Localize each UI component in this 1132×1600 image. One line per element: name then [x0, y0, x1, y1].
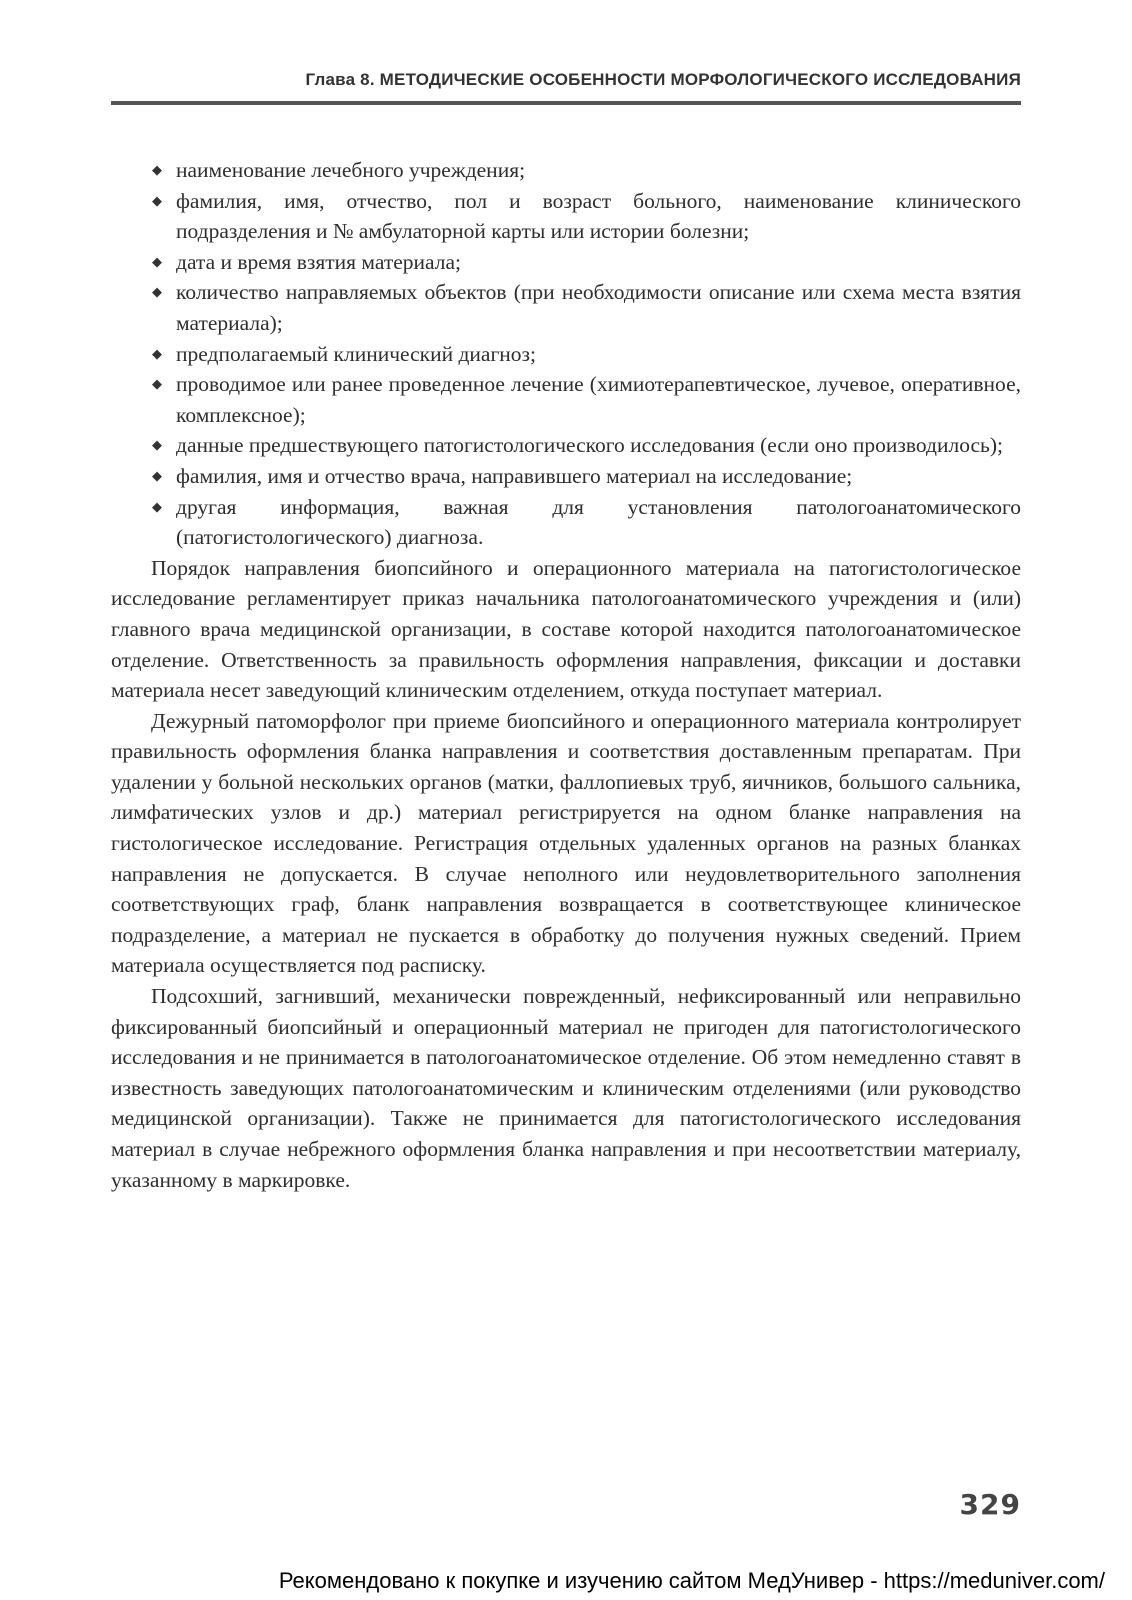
diamond-bullet-icon: ◆	[152, 498, 162, 514]
list-item	[111, 277, 1021, 338]
list-item-text: количество направляемых объектов (при необходимости описание или схема места взятия материала);	[176, 280, 1021, 335]
requirements-list	[111, 155, 1021, 553]
diamond-bullet-icon: ◆	[152, 437, 162, 453]
list-item-text: другая информация, важная для установления патологоанатомического (патогистологического) диагноза.	[176, 494, 1021, 550]
list-item-text: данные предшествующего патогистологического исследования (если оно производилось);	[176, 433, 1003, 458]
list-item-text: дата и время взятия материала;	[176, 249, 462, 274]
footer-note: Рекомендовано к покупке и изучению сайтом МедУнивер - https://meduniver.com/	[278, 1568, 1105, 1593]
diamond-bullet-icon: ◆	[152, 253, 162, 269]
chapter-header: Глава 8. МЕТОДИЧЕСКИЕ ОСОБЕННОСТИ МОРФОЛОГИЧЕСКОГО ИССЛЕДОВАНИЯ	[305, 70, 1021, 89]
diamond-bullet-icon: ◆	[152, 376, 162, 392]
list-item	[111, 492, 1021, 553]
list-item-text: проводимое или ранее проведенное лечение (химиотерапевтическое, лучевое, оперативное, комплексное);	[176, 372, 1021, 427]
diamond-bullet-icon: ◆	[152, 467, 162, 483]
list-item	[111, 369, 1021, 430]
page-body	[111, 155, 1021, 1195]
list-item	[111, 247, 1021, 278]
paragraph-rejection: Подсохший, загнивший, механически поврежденный, нефиксированный или неправильно фиксированный биопсийный и операционный материал не пригоден для патогистологического исследования и не принимается в патологоанатомическое отделение. Об этом немедленно ставят в известность заведующих патологоанатомическим и клиническим отделениями (или руководство медицинской организации). Также не принимается для патогистологического исследования материал в случае небрежного оформления бланка направления и при несоответствии материалу, указанному в маркировке.	[111, 984, 1021, 1192]
diamond-bullet-icon: ◆	[152, 345, 162, 361]
paragraph-procedure: Порядок направления биопсийного и операционного материала на патогистологическое исследование регламентирует приказ начальника патологоанатомического учреждения и (или) главного врача медицинской организации, в составе которой находится патологоанатомическое отделение. Ответственность за правильность оформления направления, фиксации и доставки материала несет заведующий клиническим отделением, откуда поступает материал.	[111, 555, 1021, 703]
list-item	[111, 186, 1021, 247]
list-item	[111, 430, 1021, 461]
diamond-bullet-icon: ◆	[152, 284, 162, 300]
paragraph-duty-pathologist: Дежурный патоморфолог при приеме биопсийного и операционного материала контролирует правильность оформления бланка направления и соответствия доставленным препаратам. При удалении у больной нескольких органов (матки, фаллопиевых труб, яичников, большого сальника, лимфатических узлов и др.) материал регистрируется на одном бланке направления на гистологическое исследование. Регистрация отдельных удаленных органов на разных бланках направления не допускается. В случае неполного или неудовлетворительного заполнения соответствующих граф, бланк направления возвращается в соответствующее клиническое подразделение, а материал не пускается в обработку до получения нужных сведений. Прием материала осуществляется под расписку.	[111, 708, 1021, 978]
page-number: 329	[959, 1488, 1021, 1521]
list-item	[111, 155, 1021, 186]
list-item-text: фамилия, имя и отчество врача, направившего материал на исследование;	[176, 463, 853, 488]
list-item	[111, 461, 1021, 492]
list-item-text: фамилия, имя, отчество, пол и возраст больного, наименование клинического подразделения и № амбулаторной карты или истории болезни;	[176, 188, 1021, 244]
list-item-text: предполагаемый клинический диагноз;	[176, 341, 537, 366]
diamond-bullet-icon: ◆	[152, 162, 162, 177]
list-item	[111, 339, 1021, 370]
list-item-text: наименование лечебного учреждения;	[176, 158, 526, 182]
diamond-bullet-icon: ◆	[152, 192, 162, 208]
header-rule	[111, 101, 1021, 105]
